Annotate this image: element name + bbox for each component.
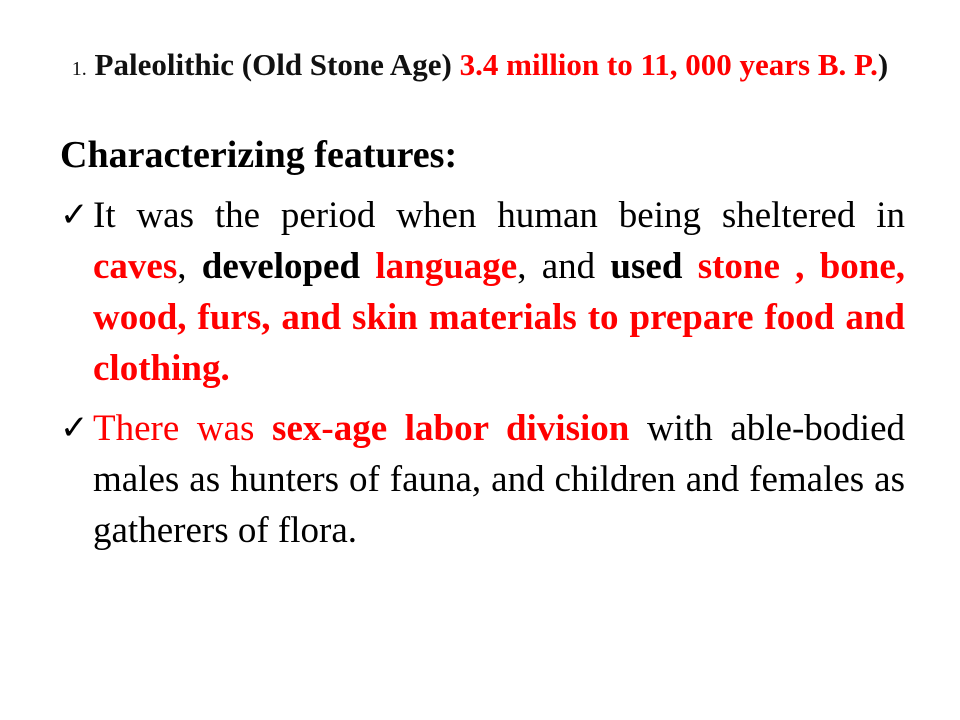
title-close-paren: ) bbox=[877, 47, 889, 82]
text-segment: It was the period when human being sheltered in bbox=[93, 195, 905, 236]
bullet-item-labor-division bbox=[60, 403, 905, 556]
text-segment bbox=[682, 246, 697, 287]
emphasis-developed: developed bbox=[201, 246, 361, 287]
title-main: Paleolithic (Old Stone Age) bbox=[94, 47, 452, 82]
highlight-caves: caves bbox=[93, 246, 178, 287]
bullet-item-shelter bbox=[60, 190, 905, 394]
text-segment: , bbox=[177, 246, 202, 287]
bullet-text bbox=[93, 403, 905, 556]
highlight-materials: stone , bone, wood, furs, and skin materials to prepare food and clothing. bbox=[93, 246, 906, 389]
checkmark-icon: ✓ bbox=[60, 195, 89, 235]
title-number: 1. bbox=[71, 58, 87, 80]
checkmark-icon: ✓ bbox=[60, 408, 89, 448]
emphasis-used: used bbox=[610, 246, 683, 287]
title-date-range: 3.4 million to 11, 000 years B. P. bbox=[459, 47, 878, 82]
text-segment bbox=[360, 246, 375, 287]
section-heading: Characterizing features: bbox=[60, 134, 458, 176]
bullet-text bbox=[93, 190, 905, 394]
highlight-sex-age-labor-division: sex-age labor division bbox=[272, 408, 630, 449]
text-segment: There was bbox=[93, 408, 273, 449]
text-segment: with able-bodied males as hunters of fauna, and children and females as gatherers of flora. bbox=[93, 408, 905, 551]
slide-title bbox=[60, 40, 900, 94]
highlight-language: language bbox=[375, 246, 518, 287]
text-segment: , and bbox=[517, 246, 611, 287]
